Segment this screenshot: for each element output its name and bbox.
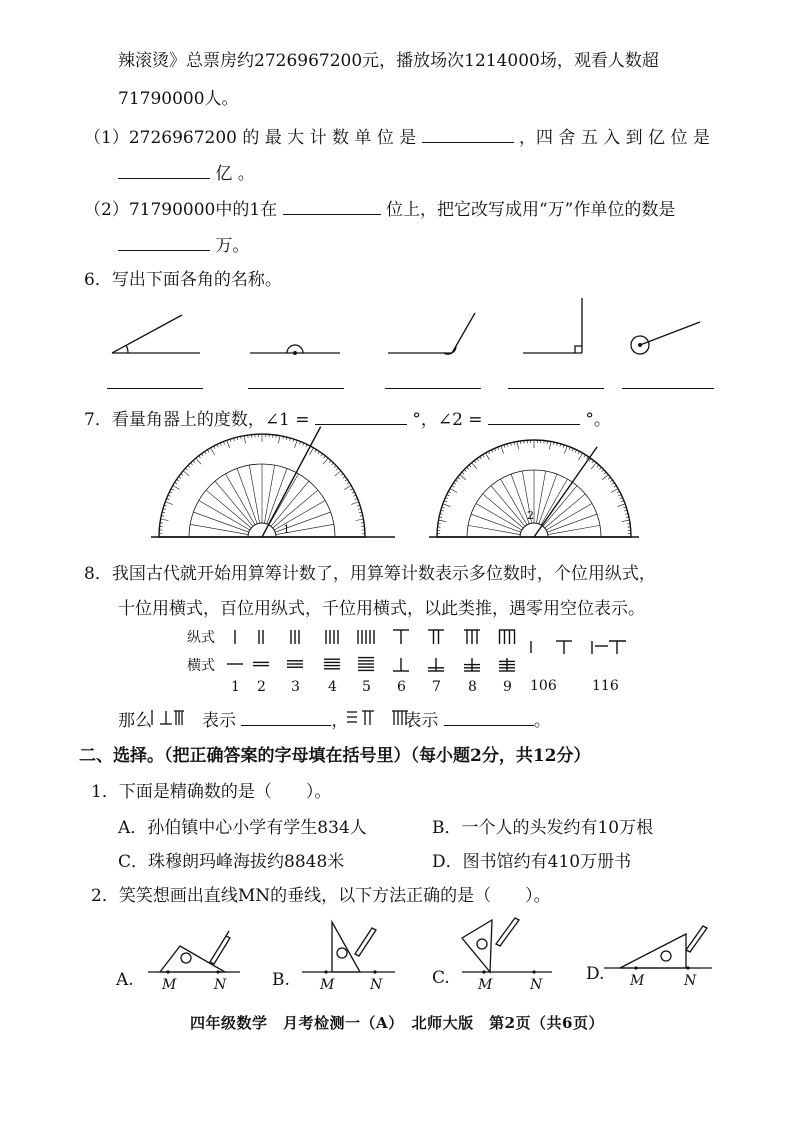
q5-sub2-text: （2）71790000中的1在 (84, 200, 278, 220)
rod-number: 9 (503, 679, 512, 695)
q5-sub1-text: ，四 舍 五 入 到 亿 位 是 (519, 128, 710, 148)
rod-number: 5 (362, 679, 371, 695)
q7-text: 7．看量角器上的度数，∠1 = (84, 410, 310, 430)
q5-sub1-text: 亿 。 (215, 164, 255, 184)
angle-1-label: 1 (283, 523, 290, 536)
q8-text: 那么 (118, 711, 152, 731)
point-n-label: N (530, 977, 543, 993)
rod-number: 2 (257, 679, 266, 695)
choice-2-option-a[interactable]: A. (116, 970, 134, 990)
point-m-label: M (162, 977, 177, 993)
point-m-label: M (320, 977, 335, 993)
point-n-label: N (684, 973, 697, 989)
angle-2-label: 2 (527, 509, 534, 522)
q5-sub2-text: 万。 (215, 236, 250, 256)
example-116: 116 (592, 678, 619, 694)
option-c-figure (462, 918, 552, 972)
choice-1-option-b[interactable]: B．一个人的头发约有10万根 (432, 818, 654, 838)
q5-sub1-text: （1）2726967200 的 最 大 计 数 单 位 是 (84, 128, 417, 148)
rod-number: 8 (468, 679, 477, 695)
choice-2-option-b[interactable]: B. (272, 970, 290, 990)
choice-1-option-d[interactable]: D．图书馆约有410万册书 (432, 852, 632, 872)
q8-text: 。 (533, 711, 551, 731)
page-footer: 四年级数学 月考检测一（A） 北师大版 第2页（共6页） (189, 1014, 604, 1032)
text-line: 71790000人。 (118, 89, 239, 109)
option-a-figure (148, 931, 240, 972)
q6-title: 6．写出下面各角的名称。 (84, 270, 282, 290)
degree-mark: °。 (585, 410, 611, 430)
rod-number: 3 (291, 679, 300, 695)
example-106: 106 (530, 678, 557, 694)
choice-2-option-d[interactable]: D. (586, 964, 605, 984)
q8-text: 表示 (404, 711, 439, 731)
q8-text: 表示 (202, 711, 236, 731)
q8-text: ， (331, 711, 349, 731)
q8-line1: 8．我国古代就开始用算筹计数了，用算筹计数表示多位数时，个位用纵式， (84, 564, 656, 584)
rod-number: 7 (432, 679, 441, 695)
choice-1-stem: 1．下面是精确数的是（ ）。 (91, 782, 332, 802)
rod-number: 4 (328, 679, 337, 695)
choice-1-option-a[interactable]: A．孙伯镇中心小学有学生834人 (118, 818, 367, 838)
text-line: 辣滚烫》总票房约2726967200元，播放场次1214000场，观看人数超 (118, 51, 659, 71)
vertical-row-label: 纵式 (187, 630, 215, 646)
option-b-figure (302, 922, 395, 972)
choice-2-option-c[interactable]: C. (432, 968, 450, 988)
choice-1-option-c[interactable]: C．珠穆朗玛峰海拔约8848米 (118, 852, 345, 872)
point-m-label: M (478, 977, 493, 993)
point-m-label: M (630, 973, 645, 989)
q8-line2: 十位用横式，百位用纵式，千位用横式，以此类推，遇零用空位表示。 (118, 599, 645, 619)
section-2-title: 二、选择。（把正确答案的字母填在括号里）（每小题2分，共12分） (79, 746, 591, 766)
q5-sub2-text: 位上，把它改写成用“万”作单位的数是 (385, 200, 676, 220)
choice-2-stem: 2．笑笑想画出直线MN的垂线，以下方法正确的是（ ）。 (91, 886, 551, 906)
horizontal-row-label: 横式 (187, 658, 215, 674)
q7-text: ，∠2 = (420, 410, 483, 430)
degree-mark: ° (412, 410, 421, 430)
point-n-label: N (214, 977, 227, 993)
rod-number: 6 (397, 679, 406, 695)
point-n-label: N (370, 977, 383, 993)
rod-number: 1 (231, 679, 240, 695)
option-d-figure (604, 926, 712, 968)
